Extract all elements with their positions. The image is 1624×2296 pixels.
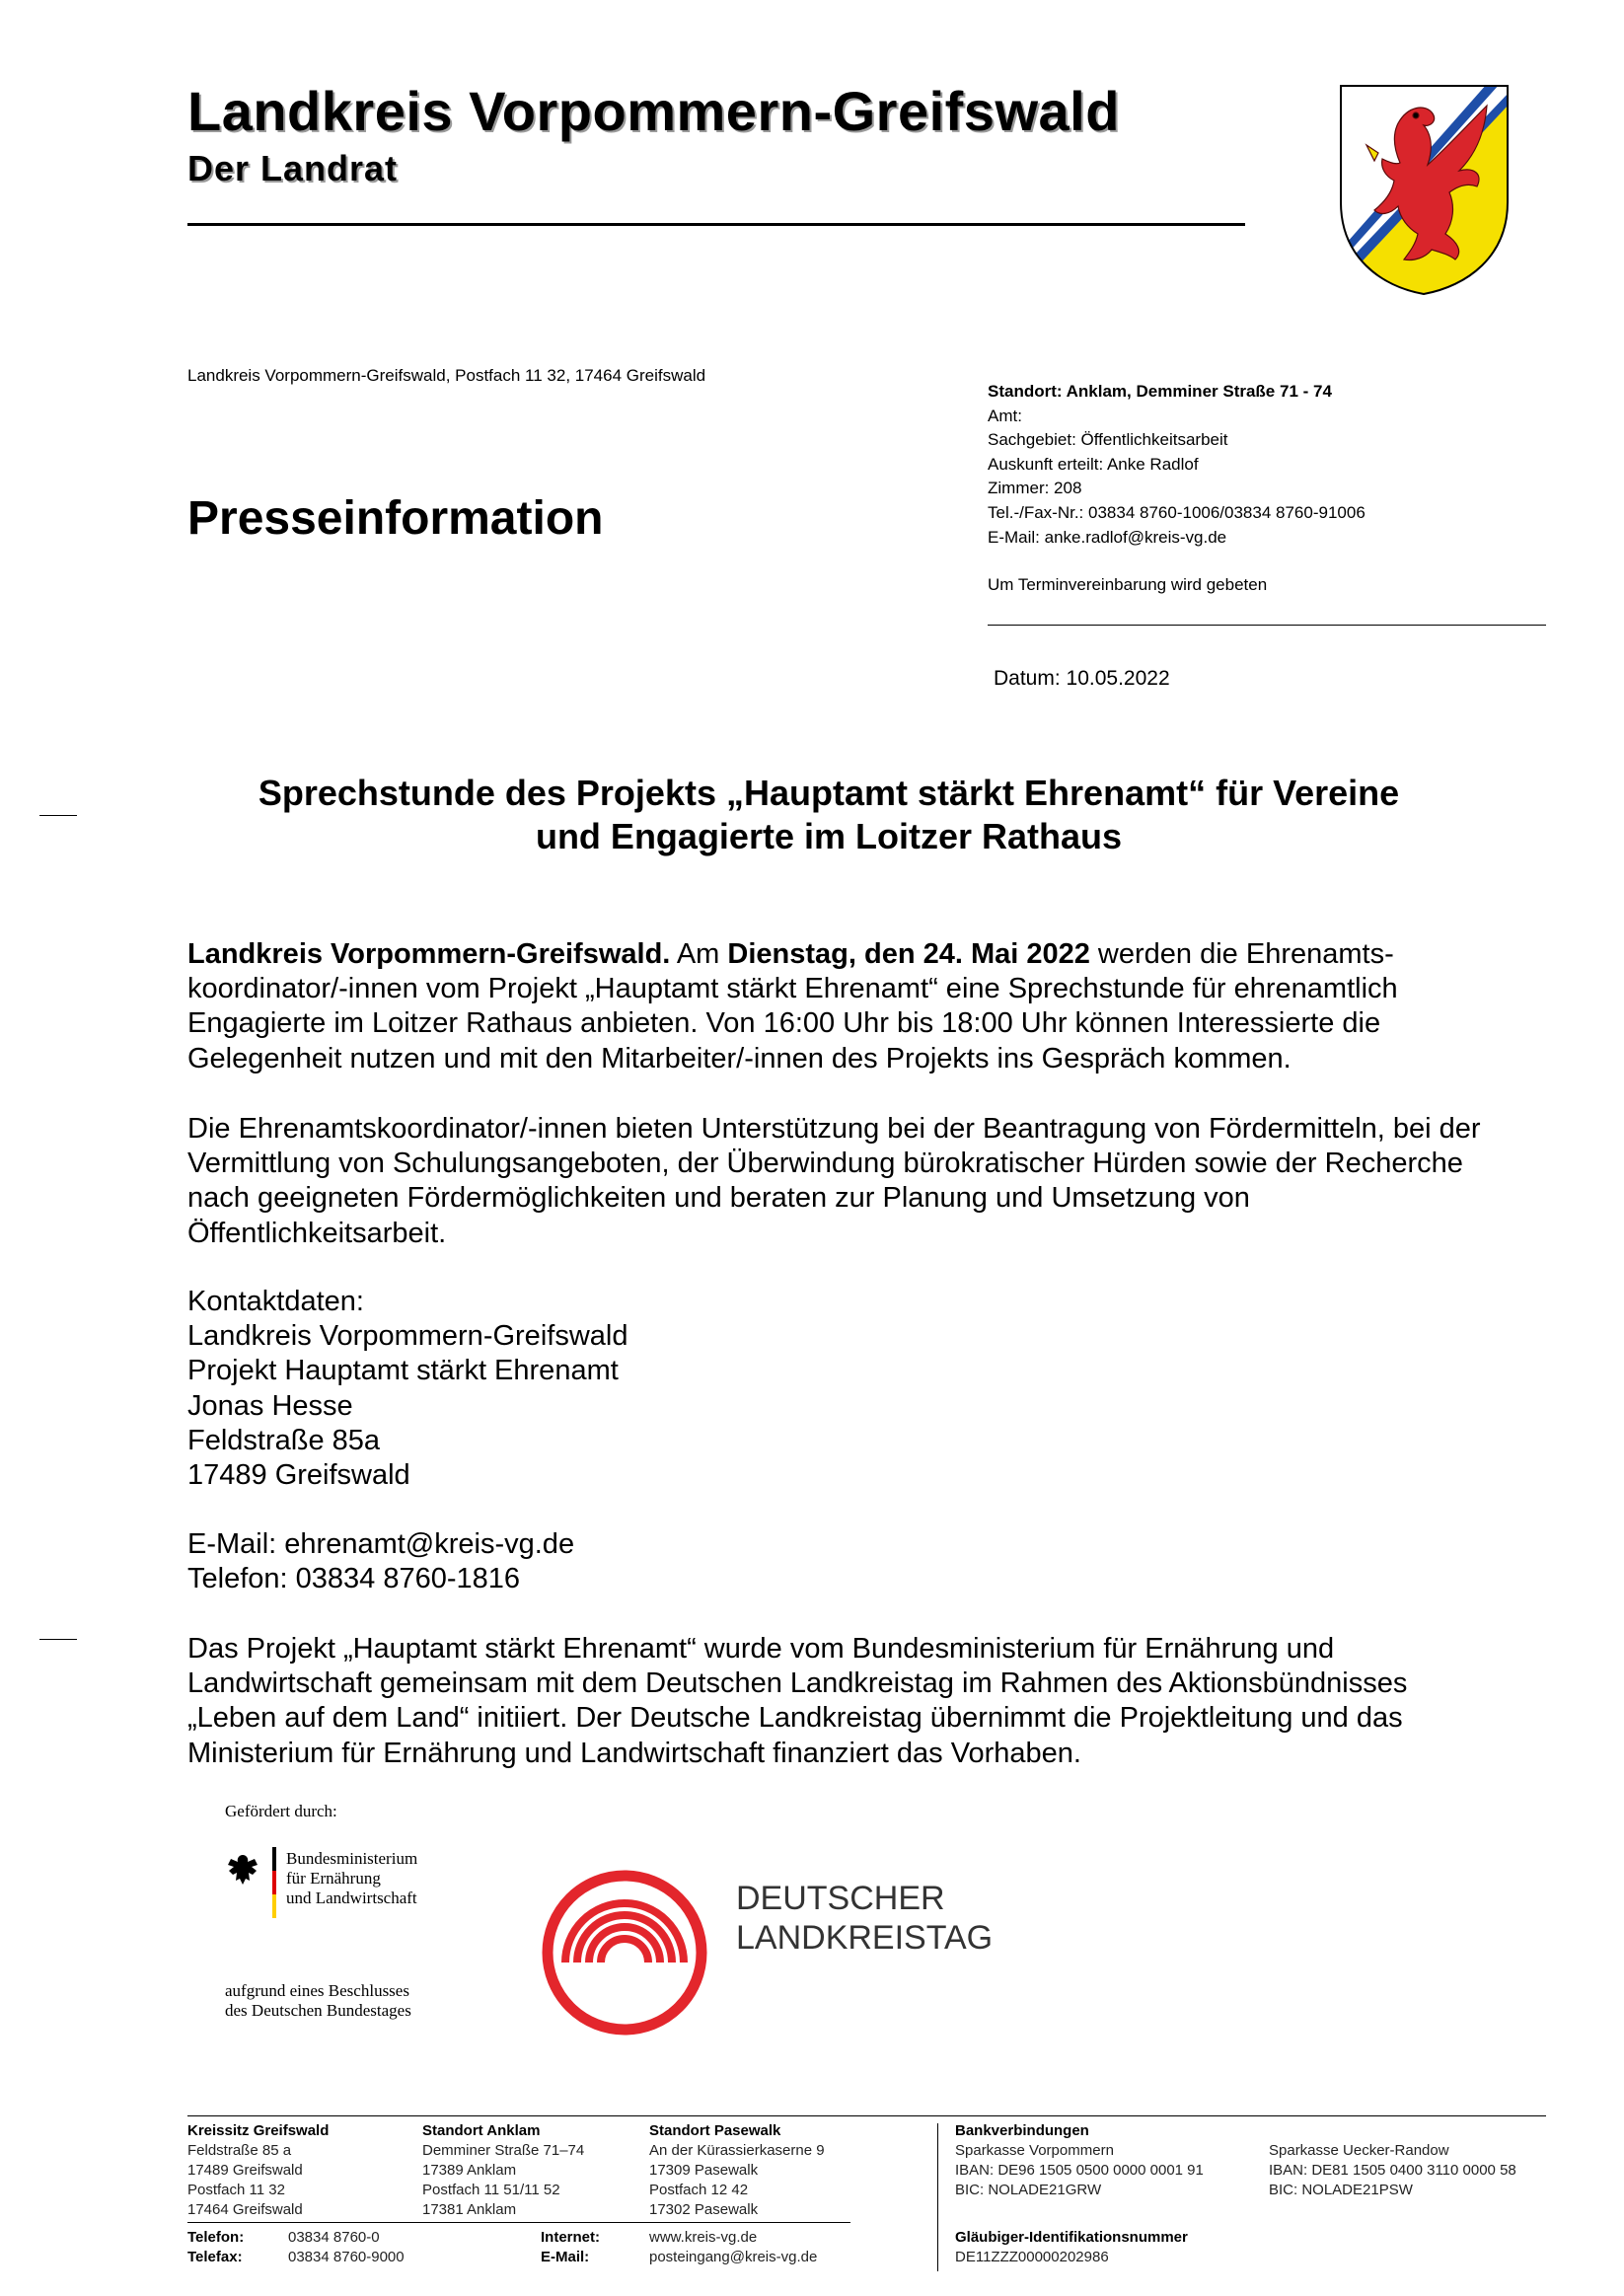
footer-greifswald [187,2121,329,2220]
header-subtitle: Der Landrat [187,148,399,188]
info-amt: Amt: [988,406,1022,425]
footer-email-label: E-Mail: [541,2249,590,2265]
footer-phone-block [187,2228,244,2267]
contact-label: Kontaktdaten: [187,1286,364,1317]
dlt-name [736,1879,993,1958]
footer-telefax-label: Telefax: [187,2249,243,2265]
flag-stripe-red [272,1871,276,1894]
footer-heading: Gläubiger-Identifikationsnummer [955,2229,1188,2246]
footer-web-values [649,2228,817,2267]
dlt-name-line: DEUTSCHER [736,1880,945,1917]
footer-line: Sparkasse Uecker-Randow [1269,2142,1449,2159]
info-zimmer: Zimmer: 208 [988,479,1082,498]
paragraph-support: Die Ehrenamtskoordinator/-innen bieten Unterstützung bei der Beantragung von Fördermitteln, bei der Vermittlung von Schulungsangeboten, der Überwindung bürokratischer Hürden sowie der Recherche nach geeigneten Fördermöglichkeiten und beraten zur Planung und Umsetzung von Öffentlichkeitsarbeit. [187,1113,1481,1249]
bmel-name-line: und Landwirtschaft [286,1889,417,1907]
footer-line: 17389 Anklam [422,2162,517,2179]
contact-name: Jonas Hesse [187,1389,353,1422]
header-title: Landkreis Vorpommern-Greifswald [187,80,1120,142]
contact-org: Landkreis Vorpommern-Greifswald [187,1320,628,1353]
info-auskunft: Auskunft erteilt: Anke Radlof [988,454,1199,474]
footer-bank-heading [955,2121,1089,2141]
info-standort: Standort: Anklam, Demminer Straße 71 - 74 [988,382,1332,401]
paragraph-lead: Landkreis Vorpommern-Greifswald. [187,938,671,970]
footer-line: Demminer Straße 71–74 [422,2142,585,2159]
footer-line: 17309 Pasewalk [649,2162,759,2179]
footer-email[interactable]: posteingang@kreis-vg.de [649,2249,818,2265]
footer-telefon: 03834 8760-0 [288,2229,380,2246]
paragraph-text: werden die Ehrenamtskoordinator/-innen vom Projekt „Hauptamt stärkt Ehrenamt“ eine Sprechstunde für ehrenamtlich Engagierte im Loitzer Rathaus anbieten. Von 16:00 Uhr bis 18:00 Uhr können Interessierte die Gelegenheit nutzen und mit den Mitarbeiter/-innen des Projekts ins Gespräch kommen. [187,938,1398,1074]
footer-web-labels [541,2228,600,2267]
document-type: Presseinformation [187,492,604,545]
contact-info-block [988,380,1366,550]
dlt-name-line: LANDKREISTAG [736,1919,994,1957]
footer-line: DE11ZZZ00000202986 [955,2249,1109,2265]
paragraph-date: Dienstag, den 24. Mai 2022 [727,938,1090,970]
footer-heading: Standort Anklam [422,2122,541,2139]
bmel-name-line: für Ernährung [286,1869,381,1888]
federal-eagle-icon [225,1853,260,1887]
footer-rule-small [187,2222,850,2223]
fold-mark [39,1639,77,1640]
footer-heading: Bankverbindungen [955,2122,1089,2139]
contact-email: E-Mail: ehrenamt@kreis-vg.de [187,1528,575,1561]
paragraph-text: Am [670,938,728,970]
footer-phone-values [288,2228,405,2267]
info-email: E-Mail: anke.radlof@kreis-vg.de [988,527,1227,547]
footer-line: IBAN: DE81 1505 0400 3110 0000 58 [1269,2162,1516,2179]
footer-line: Feldstraße 85 a [187,2142,292,2159]
contact-phone: Telefon: 03834 8760-1816 [187,1563,521,1595]
footer-line: 17464 Greifswald [187,2201,303,2218]
info-telfax: Tel.-/Fax-Nr.: 03834 8760-1006/03834 8760-91006 [988,502,1366,522]
footer-line: BIC: NOLADE21PSW [1269,2182,1413,2198]
header-rule [187,223,1245,226]
bmel-name [286,1849,417,1908]
headline [187,772,1470,858]
footer-line: Sparkasse Vorpommern [955,2142,1114,2159]
footer-line: 17302 Pasewalk [649,2201,759,2218]
info-rule [988,625,1546,626]
fold-mark [39,815,77,816]
contact-city: 17489 Greifswald [187,1459,410,1492]
footer-line: IBAN: DE96 1505 0500 0000 0001 91 [955,2162,1204,2179]
footer-line: 17489 Greifswald [187,2162,303,2179]
flag-stripe-gold [272,1894,276,1918]
paragraph-intro [187,937,1500,1076]
bmel-note-line: des Deutschen Bundestages [225,2001,411,2020]
footer-divider [937,2123,938,2271]
footer-telefon-label: Telefon: [187,2229,245,2246]
footer-telefax: 03834 8760-9000 [288,2249,405,2265]
bmel-name-line: Bundesministerium [286,1849,418,1868]
footer-line: Postfach 11 32 [187,2182,285,2198]
paragraph-project: Das Projekt „Hauptamt stärkt Ehrenamt“ wurde vom Bundesministerium für Ernährung und Landwirtschaft gemeinsam mit dem Deutschen Landkreistag im Rahmen des Aktionsbündnisses „Leben auf dem Land“ initiiert. Der Deutsche Landkreistag übernimmt die Projektleitung und das Ministerium für Ernährung und Landwirtschaft finanziert das Vorhaben. [187,1633,1408,1769]
contact-project: Projekt Hauptamt stärkt Ehrenamt [187,1355,619,1387]
headline-line-1: Sprechstunde des Projekts „Hauptamt stärkt Ehrenamt“ für Vereine [258,773,1400,813]
bmel-note-line: aufgrund eines Beschlusses [225,1981,409,2000]
coat-of-arms-icon [1339,84,1510,296]
contact-block [187,1285,627,1597]
footer-line: BIC: NOLADE21GRW [955,2182,1102,2198]
footer-bank-1 [955,2141,1204,2200]
info-termin: Um Terminvereinbarung wird gebeten [988,575,1268,594]
footer-line: Postfach 12 42 [649,2182,749,2198]
dlt-logo [541,1869,995,2037]
footer-anklam [422,2121,584,2220]
funding-label: Gefördert durch: [225,1802,337,1820]
footer-internet-label: Internet: [541,2229,600,2246]
info-sachgebiet: Sachgebiet: Öffentlichkeitsarbeit [988,430,1228,450]
footer-pasewalk [649,2121,825,2220]
footer-creditor-id [955,2228,1188,2267]
flag-stripe-black [272,1847,276,1871]
footer-internet[interactable]: www.kreis-vg.de [649,2229,758,2246]
footer-line: An der Kürassierkaserne 9 [649,2142,825,2159]
bmel-note [225,1981,411,2021]
bmel-logo [225,1843,442,2021]
footer-bank-2 [1269,2141,1516,2200]
footer-heading: Kreissitz Greifswald [187,2122,330,2139]
footer-rule [187,2115,1546,2116]
footer-line: 17381 Anklam [422,2201,517,2218]
footer-line: Postfach 11 51/11 52 [422,2182,560,2198]
footer-heading: Standort Pasewalk [649,2122,781,2139]
dlt-arcs-icon [541,1869,708,2037]
document-date: Datum: 10.05.2022 [994,667,1170,690]
contact-street: Feldstraße 85a [187,1424,381,1456]
headline-line-2: und Engagierte im Loitzer Rathaus [535,816,1123,856]
return-address: Landkreis Vorpommern-Greifswald, Postfach 11 32, 17464 Greifswald [187,366,706,385]
